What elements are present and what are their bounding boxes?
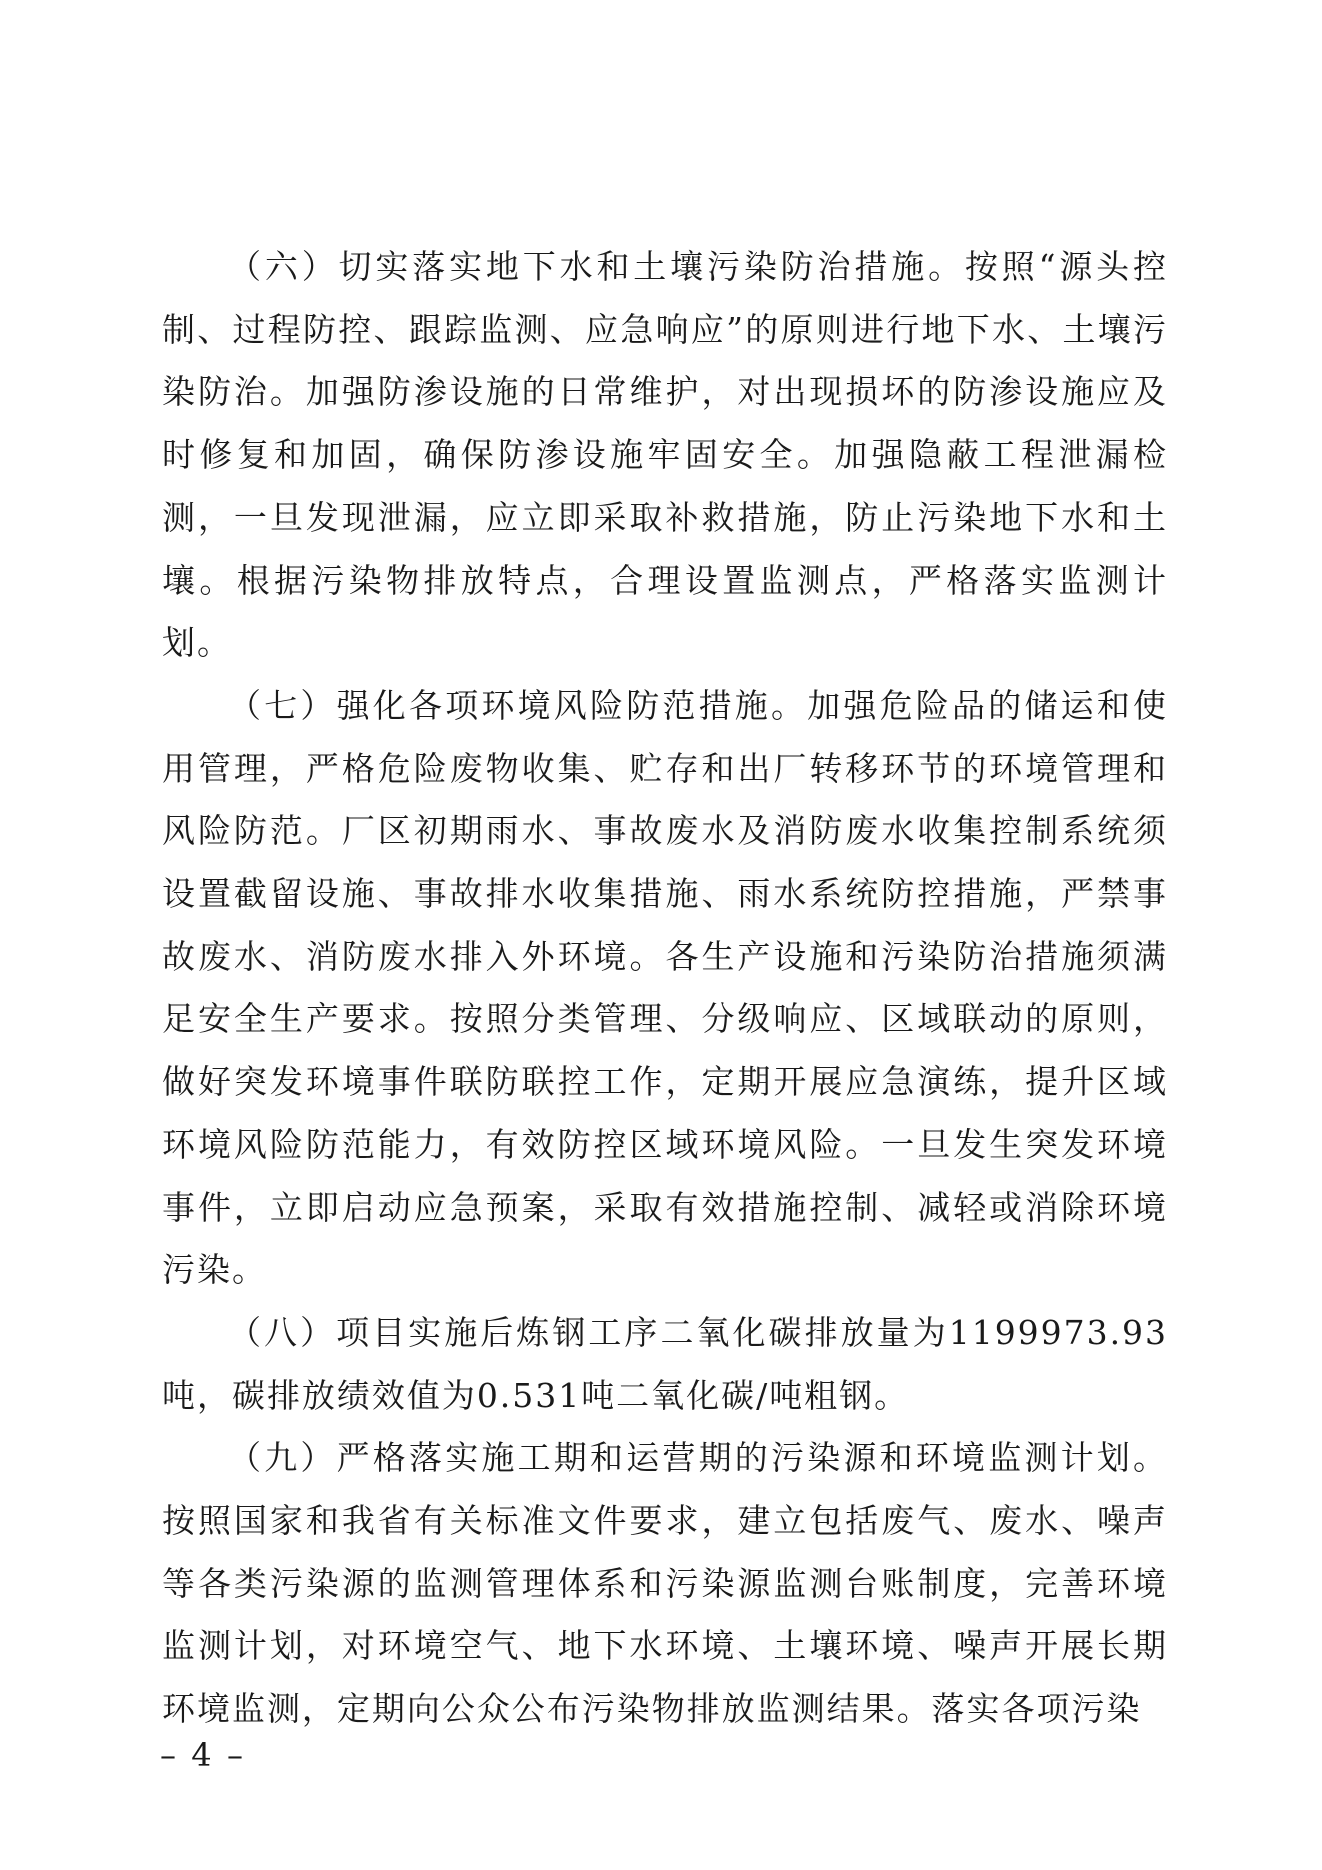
paragraph-groundwater-soil: （六）切实落实地下水和土壤污染防治措施。按照“源头控制、过程防控、跟踪监测、应急响应”的原则进行地下水、土壤污染防治。加强防渗设施的日常维护，对出现损坏的防渗设施应及时修复和加固，确保防渗设施牢固安全。加强隐蔽工程泄漏检测，一旦发现泄漏，应立即采取补救措施，防止污染地下水和土壤。根据污染物排放特点，合理设置监测点，严格落实监测计划。 — [162, 247, 1168, 663]
document-body — [162, 236, 1168, 1741]
paragraph-monitoring-plan: （九）严格落实施工期和运营期的污染源和环境监测计划。按照国家和我省有关标准文件要求，建立包括废气、废水、噪声等各类污染源的监测管理体系和污染源监测台账制度，完善环境监测计划，对环境空气、地下水环境、土壤环境、噪声开展长期环境监测，定期向公众公布污染物排放监测结果。落实各项污染 — [162, 1438, 1168, 1729]
paragraph-environmental-risk: （七）强化各项环境风险防范措施。加强危险品的储运和使用管理，严格危险废物收集、贮存和出厂转移环节的环境管理和风险防范。厂区初期雨水、事故废水及消防废水收集控制系统须设置截留设施、事故排水收集措施、雨水系统防控措施，严禁事故废水、消防废水排入外环境。各生产设施和污染防治措施须满足安全生产要求。按照分类管理、分级响应、区域联动的原则，做好突发环境事件联防联控工作，定期开展应急演练，提升区域环境风险防范能力，有效防控区域环境风险。一旦发生突发环境事件，立即启动应急预案，采取有效措施控制、减轻或消除环境污染。 — [162, 685, 1168, 1290]
paragraph-carbon-emission: （八）项目实施后炼钢工序二氧化碳排放量为1199973.93吨，碳排放绩效值为0.531吨二氧化碳/吨粗钢。 — [162, 1312, 1168, 1415]
page-number: – 4 – — [160, 1736, 246, 1774]
